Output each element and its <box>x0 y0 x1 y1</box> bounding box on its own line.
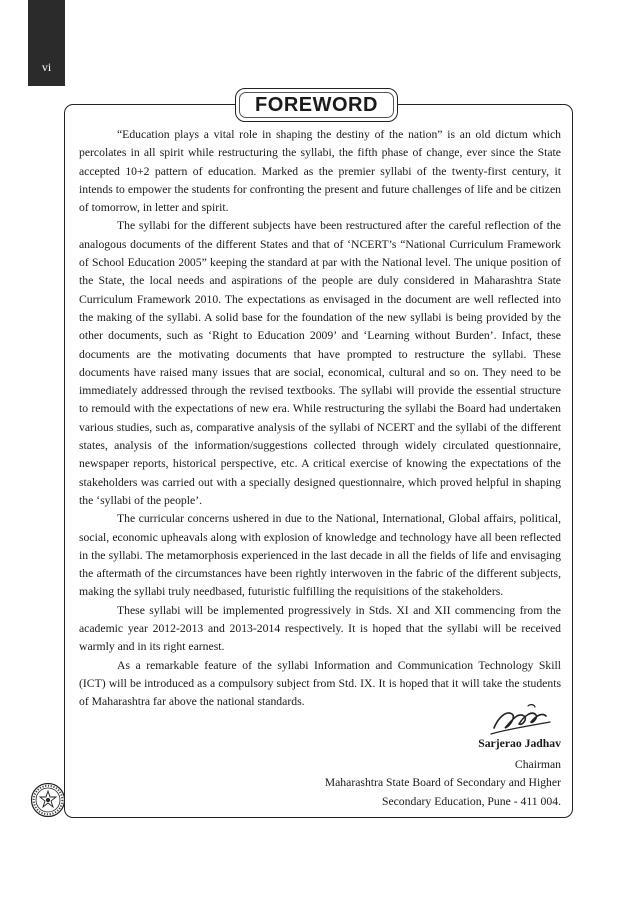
signer-name: Sarjerao Jadhav <box>478 737 561 750</box>
paragraph-3: The curricular concerns ushered in due to the National, International, Global affairs, political, social, economic upheavals along with explosion of knowledge and technology have all been reflected in the syllabi. The metamorphosis experienced in the last decade in all the fields of life and envisaging the aftermath of the circumstances have been rightly interwoven in the fabric of the different subjects, making the syllabi truly needbased, futuristic fulfilling the requisitions of the stakeholders. <box>79 512 561 599</box>
signer-org-line-2: Secondary Education, Pune - 411 004. <box>381 794 561 808</box>
paragraph-5: As a remarkable feature of the syllabi Information and Communication Technology Skill (ICT) will be introduced as a compulsory subject from Std. IX. It is hoped that it will take the students of Maharashtra far above the national standards. <box>79 658 561 709</box>
page-title: FOREWORD <box>239 92 394 118</box>
paragraph-4: These syllabi will be implemented progressively in Stds. XI and XII commencing from the academic year 2012-2013 and 2013-2014 respectively. It is hoped that the syllabi will be received warmly and in its right earnest. <box>79 603 561 654</box>
paragraph-2: The syllabi for the different subjects have been restructured after the careful reflection of the analogous documents of the different States and that of ‘NCERT’s “National Curriculum Framework of School Education 2005” keeping the standard at par with the National level. The unique position of the State, the local needs and aspirations of the people are duly considered in Maharashtra State Curriculum Framework 2010. The expectations as envisaged in the document are well reflected into the making of the syllabi. A solid base for the foundation of the new syllabi is being provided by the other documents, such as ‘Right to Education 2009’ and ‘Learning without Burden’. Infact, these documents are the motivating documents that have prompted to restructure the syllabi. These documents have raised many issues that are social, economical, cultural and so on. They need to be immediately addressed through the revised textbooks. The syllabi will provide the essential structure to remould with the expectations of new era. While restructuring the syllabi the Board had undertaken various studies, such as, comparative analysis of the syllabi of NCERT and the syllabi of the different states, analysis of the information/suggestions collected through widely circulated questionnaire, newspaper reports, historical perspective, etc. A critical exercise of knowing the expectations of the stakeholders was carried out with a specially designed questionnaire, which proved helpful in shaping the ‘syllabi of the people’. <box>79 219 561 507</box>
signer-designation: Chairman <box>514 758 561 771</box>
emblem-icon <box>30 782 66 818</box>
page-side-tab <box>28 0 65 86</box>
title-badge <box>235 88 398 122</box>
signer-org-line-1: Maharashtra State Board of Secondary and Higher <box>324 776 561 790</box>
signer-details <box>325 756 561 811</box>
paragraph-1: “Education plays a vital role in shaping the destiny of the nation” is an old dictum which percolates in all spirit while restructuring the syllabi, the fifth phase of change, ever since the State accepted 10+2 pattern of education. Marked as the premier syllabi of the twenty-first century, it intends to empower the students for confronting the present and future challenges of life and be citizen of tomorrow, in letter and spirit. <box>79 128 561 215</box>
foreword-body <box>79 126 561 712</box>
page-number: vi <box>41 60 52 74</box>
signature-icon <box>488 698 554 738</box>
